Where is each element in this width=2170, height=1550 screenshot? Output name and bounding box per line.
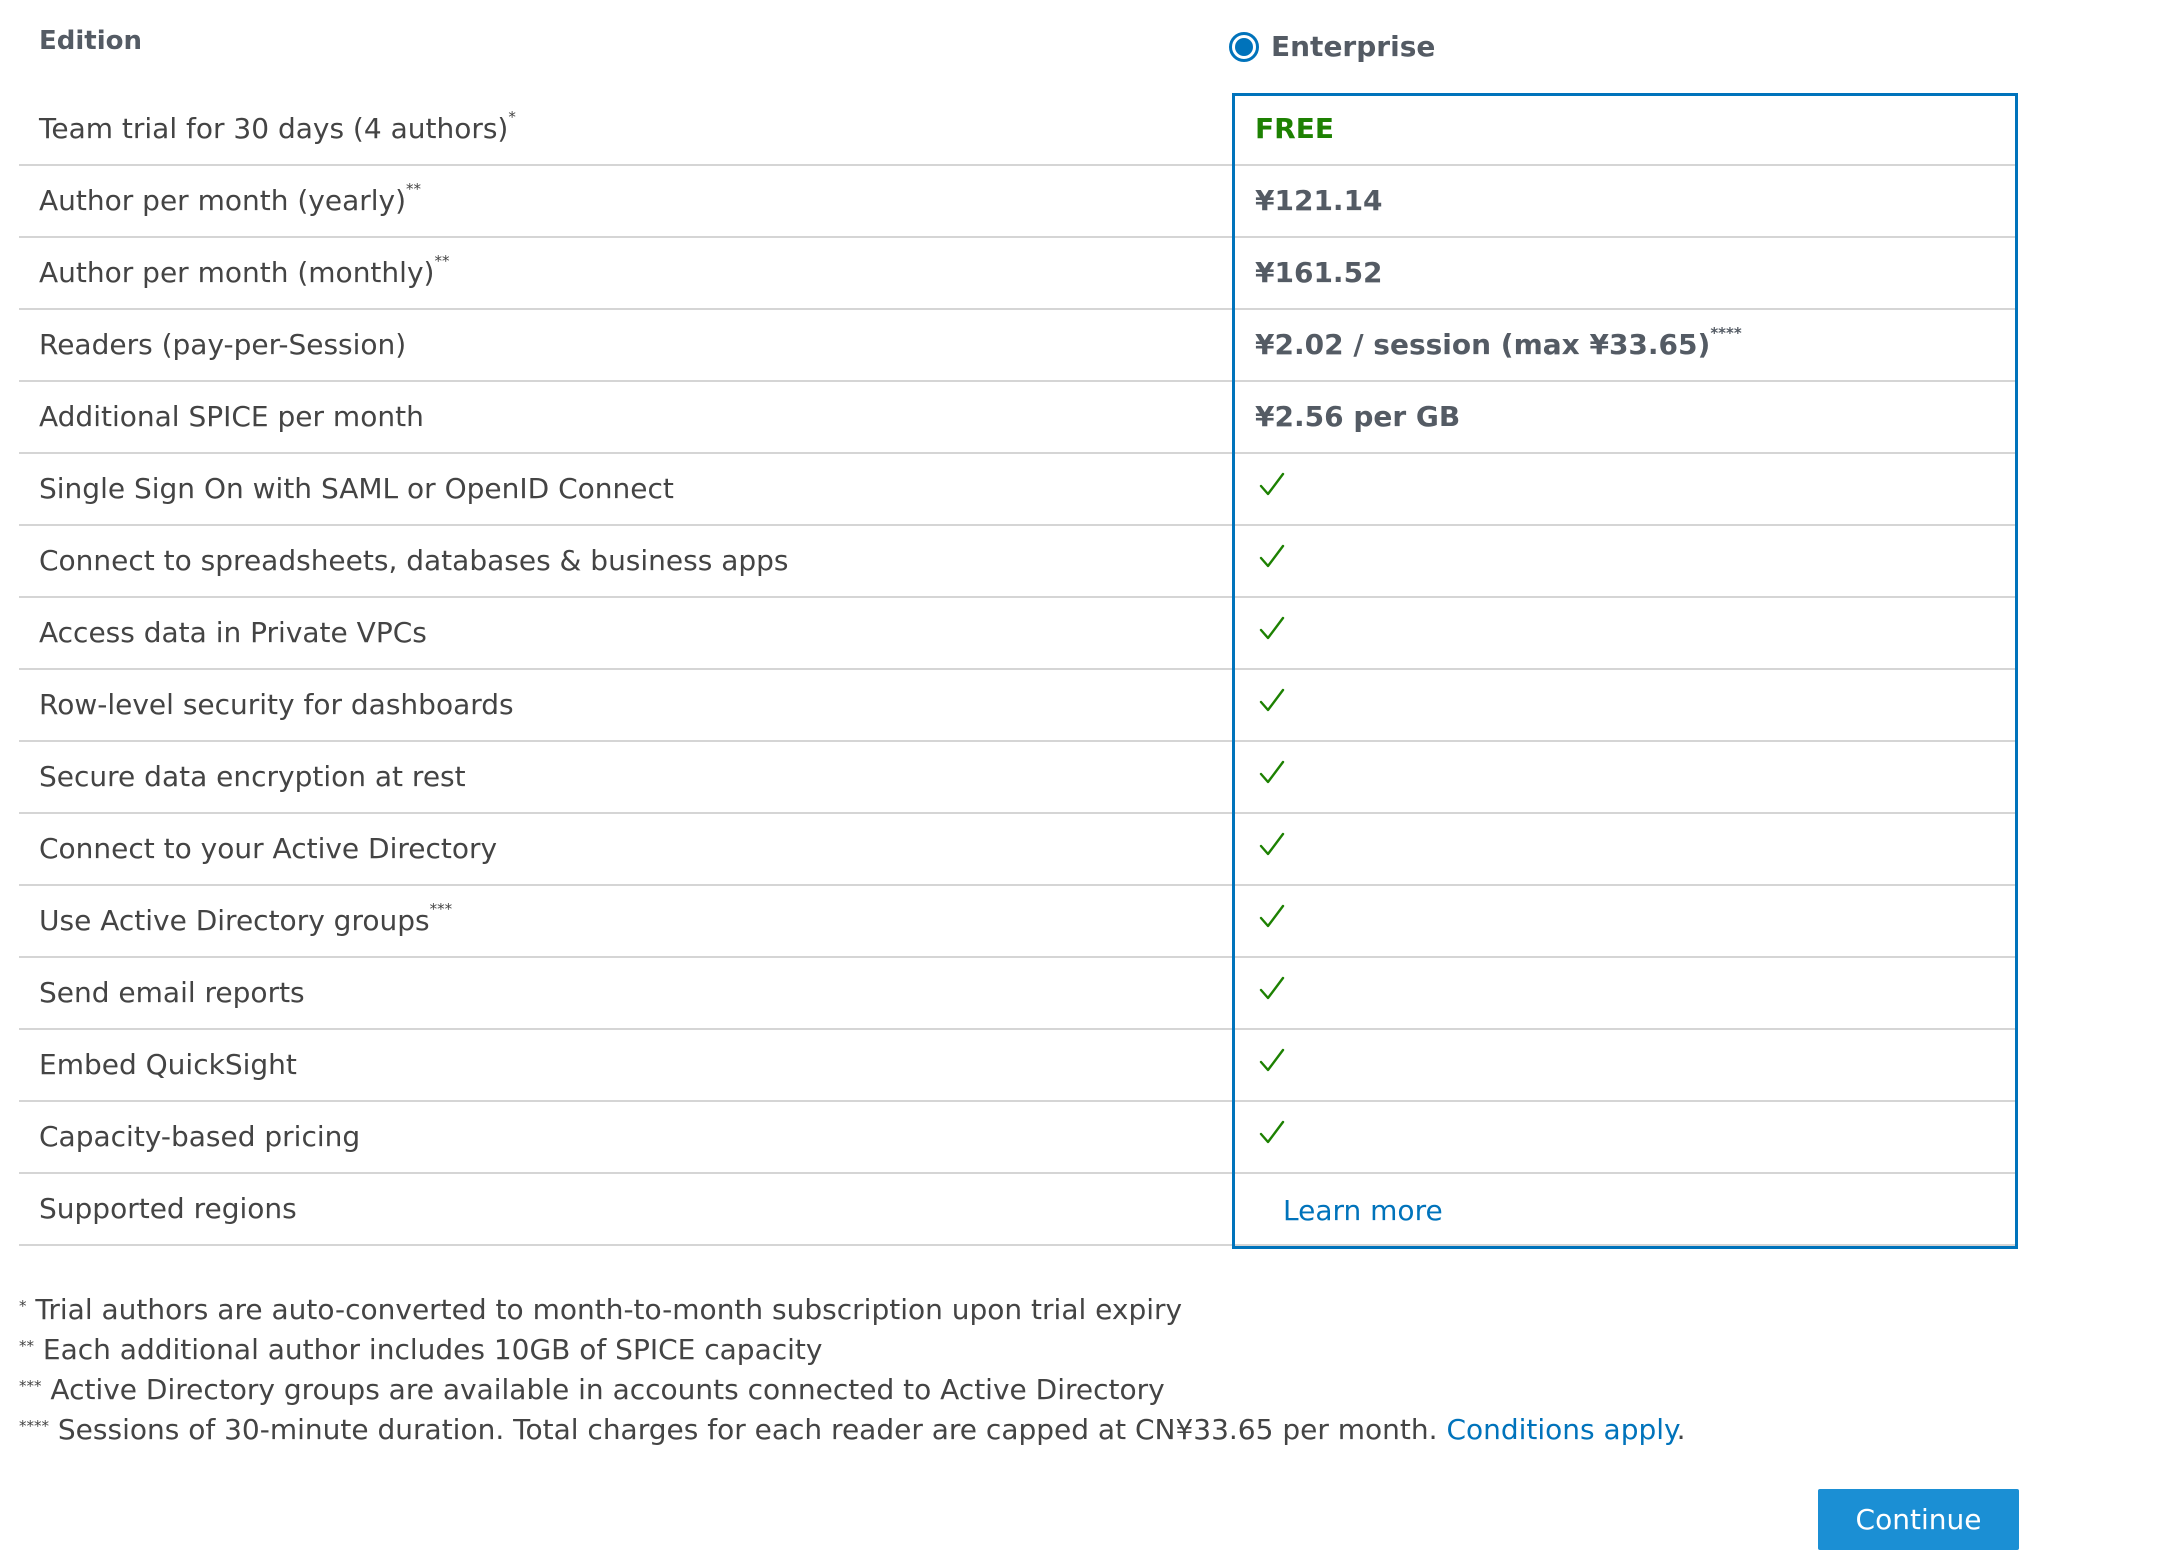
check-icon — [1255, 684, 1289, 718]
table-row — [19, 382, 2017, 454]
table-row — [19, 958, 2017, 1030]
price-value: ¥2.56 per GB — [1255, 400, 1461, 433]
price-value: ¥121.14 — [1255, 184, 1383, 217]
check-icon — [1255, 612, 1289, 646]
table-row — [19, 886, 2017, 958]
row-label: Author per month (monthly)** — [39, 252, 450, 289]
check-icon — [1255, 468, 1289, 502]
table-row — [19, 814, 2017, 886]
check-icon — [1255, 540, 1289, 574]
table-row — [19, 166, 2017, 238]
check-icon — [1255, 756, 1289, 790]
row-label: Supported regions — [39, 1192, 297, 1225]
row-label: Readers (pay-per-Session) — [39, 328, 407, 361]
footnote: * Trial authors are auto-converted to month-to-month subscription upon trial expiry — [19, 1293, 1183, 1326]
row-label: Secure data encryption at rest — [39, 760, 466, 793]
row-label: Additional SPICE per month — [39, 400, 424, 433]
table-row — [19, 1174, 2017, 1246]
table-row — [19, 1030, 2017, 1102]
row-label: Send email reports — [39, 976, 305, 1009]
table-row — [19, 94, 2017, 166]
row-label: Single Sign On with SAML or OpenID Connect — [39, 472, 674, 505]
row-label: Embed QuickSight — [39, 1048, 297, 1081]
radio-selected-icon[interactable] — [1229, 32, 1259, 62]
check-icon — [1255, 828, 1289, 862]
check-icon — [1255, 1116, 1289, 1150]
continue-button[interactable]: Continue — [1818, 1489, 2019, 1550]
row-label: Capacity-based pricing — [39, 1120, 361, 1153]
edition-header: Edition — [39, 26, 142, 56]
row-label: Author per month (yearly)** — [39, 180, 422, 217]
footnote: **** Sessions of 30-minute duration. Total charges for each reader are capped at CN¥33.65 per month. Conditions apply. — [19, 1413, 1686, 1446]
row-label: Connect to your Active Directory — [39, 832, 498, 865]
enterprise-radio-label: Enterprise — [1271, 30, 1436, 63]
table-row — [19, 670, 2017, 742]
enterprise-radio[interactable] — [1229, 30, 1435, 63]
pricing-table — [19, 94, 2017, 1246]
table-row — [19, 1102, 2017, 1174]
row-label: Team trial for 30 days (4 authors)* — [39, 108, 516, 145]
table-row — [19, 310, 2017, 382]
row-label: Row-level security for dashboards — [39, 688, 514, 721]
price-free: FREE — [1255, 112, 1334, 145]
check-icon — [1255, 1044, 1289, 1078]
footnote: ** Each additional author includes 10GB of SPICE capacity — [19, 1333, 823, 1366]
check-icon — [1255, 900, 1289, 934]
row-label: Access data in Private VPCs — [39, 616, 427, 649]
learn-more-link[interactable]: Learn more — [1283, 1194, 1443, 1227]
footnotes — [19, 1290, 1686, 1450]
price-value: ¥2.02 / session (max ¥33.65)**** — [1255, 324, 1742, 361]
table-row — [19, 238, 2017, 310]
table-row — [19, 454, 2017, 526]
price-value: ¥161.52 — [1255, 256, 1383, 289]
conditions-apply-link[interactable]: Conditions apply — [1446, 1413, 1677, 1446]
table-row — [19, 598, 2017, 670]
row-label: Use Active Directory groups*** — [39, 900, 453, 937]
check-icon — [1255, 972, 1289, 1006]
table-row — [19, 742, 2017, 814]
row-label: Connect to spreadsheets, databases & business apps — [39, 544, 789, 577]
footnote: *** Active Directory groups are available in accounts connected to Active Directory — [19, 1373, 1165, 1406]
table-row — [19, 526, 2017, 598]
